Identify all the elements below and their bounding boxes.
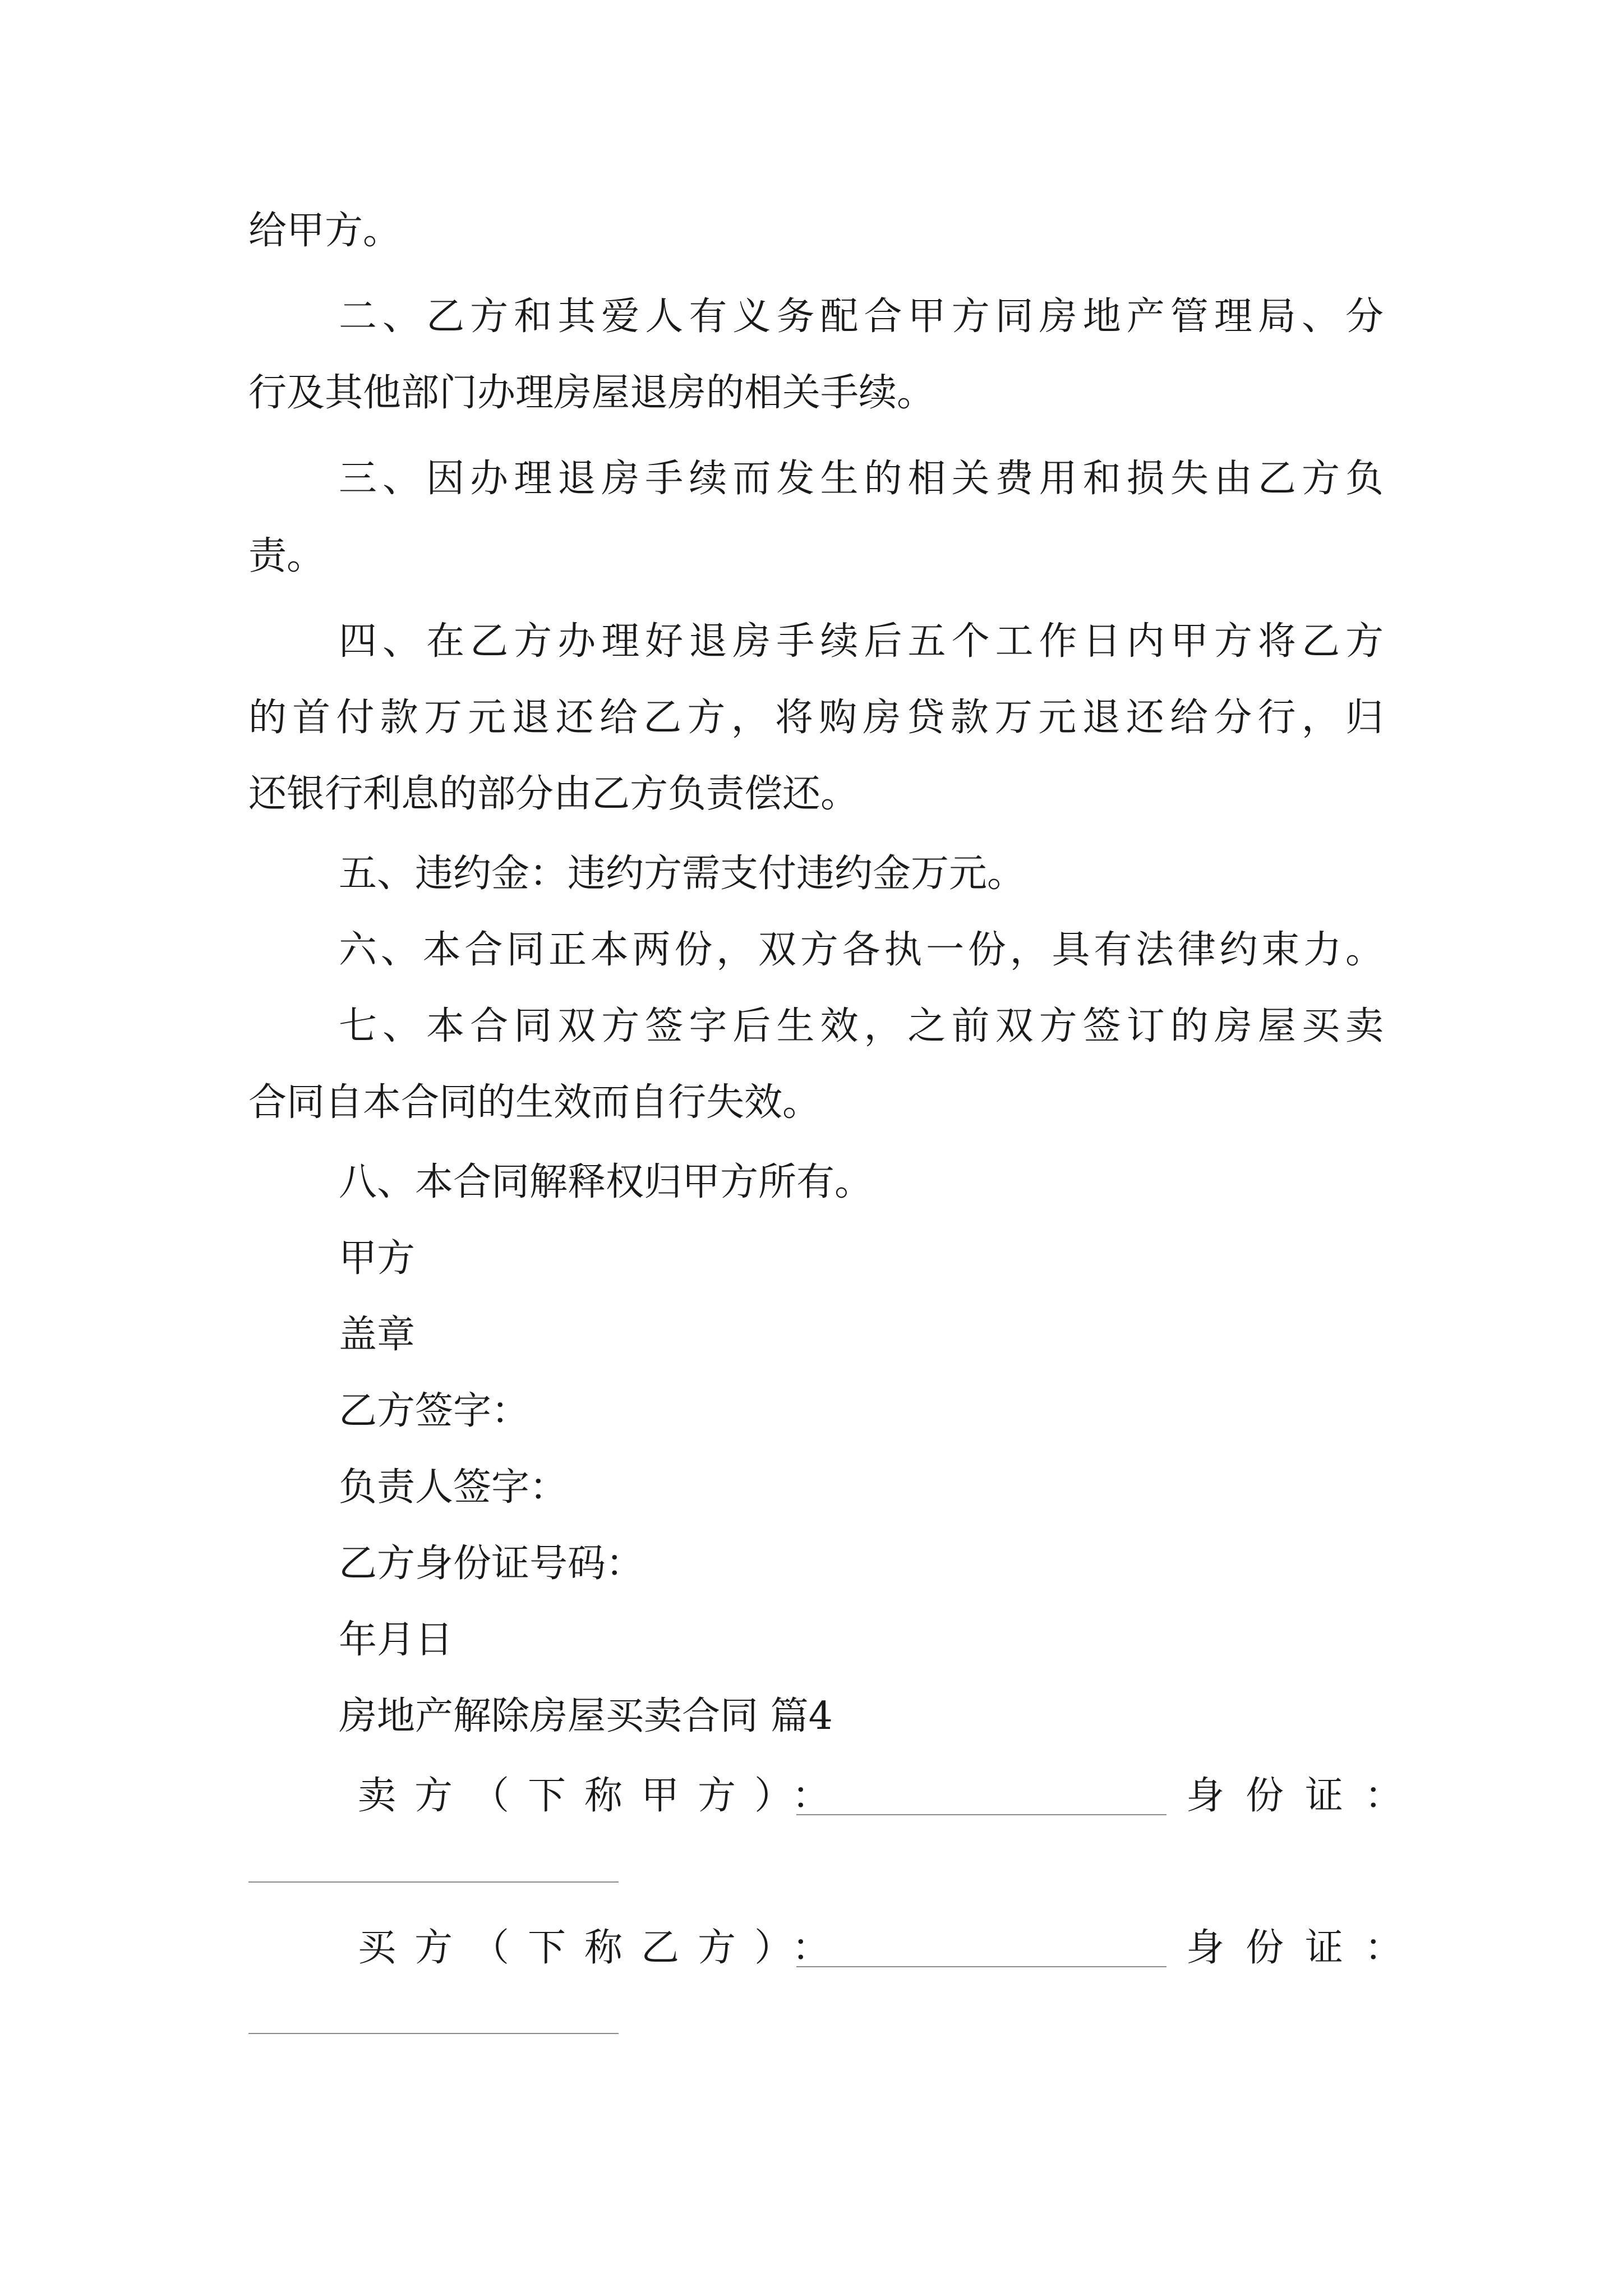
paragraph-line: 三、因办理退房手续而发生的相关费用和损失由乙方负 [339,457,1384,501]
seal-label: 盖章 [339,1313,416,1357]
date-label: 年月日 [339,1618,454,1662]
paragraph-line: 四、在乙方办理好退房手续后五个工作日内甲方将乙方 [339,619,1384,664]
paragraph-line: 合同自本合同的生效而自行失效。 [248,1080,821,1125]
seller-name-blank[interactable] [796,1814,1166,1815]
buyer-name-blank[interactable] [796,1966,1166,1967]
buyer-row [0,1926,1623,1971]
seller-id-label: 身份证： [1186,1774,1424,1818]
party-b-signature-label: 乙方签字： [339,1389,530,1433]
signature-party-a: 甲方 [339,1236,416,1281]
paragraph-line: 行及其他部门办理房屋退房的相关手续。 [248,371,935,415]
paragraph-line: 七、本合同双方签字后生效，之前双方签订的房屋买卖 [339,1004,1384,1048]
paragraph-line: 二、乙方和其爱人有义务配合甲方同房地产管理局、分 [339,295,1384,339]
seller-label: 卖方（下称甲方）： [358,1774,849,1818]
buyer-label: 买方（下称乙方）： [358,1926,849,1970]
seller-row [0,1774,1623,1819]
paragraph-line: 还银行利息的部分由乙方负责偿还。 [248,772,859,816]
party-b-id-number-label: 乙方身份证号码： [339,1542,644,1586]
seller-id-blank[interactable] [248,1881,619,1883]
buyer-id-label: 身份证： [1186,1926,1424,1970]
paragraph-line: 六、本合同正本两份，双方各执一份，具有法律约束力。 [339,928,1384,972]
section-heading: 房地产解除房屋买卖合同 篇4 [339,1694,833,1738]
buyer-id-blank[interactable] [248,2033,619,2034]
paragraph-line: 责。 [248,534,325,578]
paragraph-line: 给甲方。 [248,209,402,253]
paragraph-line: 的首付款万元退还给乙方，将购房贷款万元退还给分行，归 [248,696,1384,740]
responsible-person-signature-label: 负责人签字： [339,1465,568,1510]
paragraph-line: 五、违约金：违约方需支付违约金万元。 [339,852,1026,896]
paragraph-line: 八、本合同解释权归甲方所有。 [339,1160,873,1204]
